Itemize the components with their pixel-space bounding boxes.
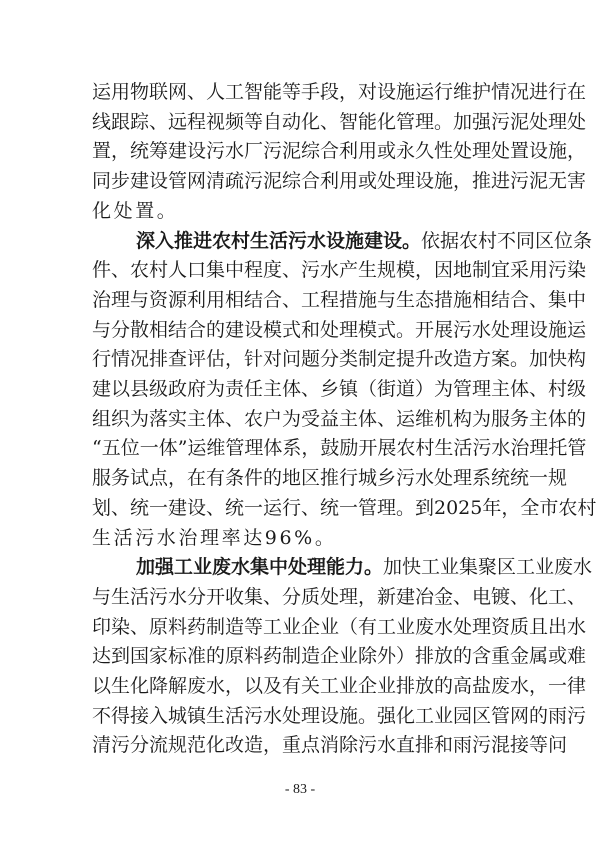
line-text: 依据农村不同区位条 [421, 229, 593, 252]
paragraph-line [92, 404, 587, 434]
line-text: 加快工业集聚区工业废水 [383, 556, 593, 579]
paragraph-line [92, 523, 508, 553]
paragraph-line [92, 463, 568, 493]
paragraph-heading: 深入推进农村生活污水设施建设。 [136, 229, 422, 252]
line-text: 清污分流规范化改造，重点消除污水直排和雨污混接等问 [92, 734, 568, 757]
paragraph-line [136, 226, 593, 256]
paragraph-line [92, 582, 587, 612]
line-text: 不得接入城镇生活污水处理设施。强化工业园区管网的雨污 [92, 704, 587, 727]
line-text: 组织为落实主体、农户为受益主体、运维机构为服务主体的 [92, 407, 587, 430]
paragraph-line [92, 315, 587, 345]
paragraph-line [92, 107, 587, 137]
paragraph-line [92, 255, 587, 285]
line-text: 治理与资源利用相结合、工程措施与生态措施相结合、集中 [92, 288, 587, 311]
paragraph-line [92, 641, 587, 671]
line-text: 运用物联网、人工智能等手段，对设施运行维护情况进行在 [92, 81, 587, 103]
line-text: 线跟踪、远程视频等自动化、智能化管理。加强污泥处理处 [92, 110, 587, 133]
line-text: 以生化降解废水，以及有关工业企业排放的高盐废水，一律 [92, 675, 587, 697]
paragraph-line [92, 433, 587, 463]
line-text: 建以县级政府为责任主体、乡镇（街道）为管理主体、村级 [92, 378, 587, 400]
line-text: 划、统一建设、统一运行、统一管理。到2025年，全市农村 [92, 496, 597, 519]
line-text: 与生活污水分开收集、分质处理，新建冶金、电镀、化工、 [92, 585, 587, 608]
line-text: 行情况排查评估，针对问题分类制定提升改造方案。加快构 [92, 348, 587, 371]
paragraph-line [136, 552, 593, 582]
line-text: 与分散相结合的建设模式和处理模式。开展污水处理设施运 [92, 318, 587, 341]
paragraph-line [92, 166, 587, 196]
line-text: 印染、原料药制造等工业企业（有工业废水处理资质且出水 [92, 615, 587, 638]
line-text: 件、农村人口集中程度、污水产生规模，因地制宜采用污染 [92, 259, 587, 282]
paragraph-line [92, 730, 568, 760]
paragraph-line [92, 671, 587, 701]
paragraph-line [92, 701, 587, 731]
line-text: 化处置。 [92, 199, 179, 222]
paragraph-heading: 加强工业废水集中处理能力。 [136, 556, 384, 579]
line-text: 置，统筹建设污水厂污泥综合利用或永久性处理处置设施， [92, 140, 587, 163]
line-text: “五位一体”运维管理体系，鼓励开展农村生活污水治理托管 [92, 437, 587, 460]
line-text: 同步建设管网清疏污泥综合利用或处理设施，推进污泥无害 [92, 170, 587, 193]
page-number: - 83 - [284, 782, 316, 797]
paragraph-line [92, 612, 587, 642]
paragraph-line [92, 136, 587, 166]
line-text: 达到国家标准的原料药制造企业除外）排放的含重金属或难 [92, 645, 587, 668]
paragraph-line [92, 285, 587, 315]
paragraph-line [92, 374, 587, 404]
paragraph-line [92, 344, 587, 374]
line-text: 服务试点，在有条件的地区推行城乡污水处理系统统一规 [92, 467, 568, 490]
line-text: 生活污水治理率达96%。 [92, 526, 337, 549]
paragraph-line [92, 493, 597, 523]
paragraph-line [92, 196, 508, 226]
paragraph-line [92, 77, 587, 107]
